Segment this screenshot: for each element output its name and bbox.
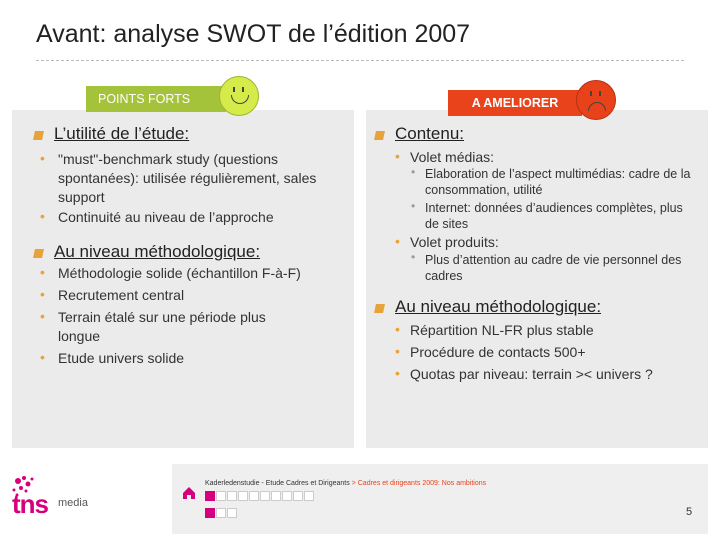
list-item: Continuité au niveau de l’approche (58, 209, 274, 225)
sub-bullet-dot-icon: • (411, 199, 416, 213)
bullet-dot-icon: • (40, 150, 45, 166)
list-item: Quotas par niveau: terrain >< univers ? (410, 366, 653, 382)
section-heading-method-right: Au niveau méthodologique: (395, 297, 602, 316)
list-item: Terrain étalé sur une période plus longue (58, 309, 266, 344)
section-heading-utility: L’utilité de l’étude: (54, 124, 190, 143)
bullet-dot-icon: • (395, 365, 400, 381)
section-heading-method-left: Au niveau méthodologique: (54, 242, 261, 261)
sub-list-item: Plus d’attention au cadre de vie personnel des cadres (425, 253, 682, 283)
heading-bullet-icon (374, 131, 385, 140)
strengths-badge: POINTS FORTS (86, 86, 226, 112)
progress-squares-bottom (205, 508, 238, 518)
bullet-dot-icon: • (40, 308, 45, 324)
title-divider (36, 60, 684, 61)
bullet-dot-icon: • (40, 264, 45, 280)
sad-face-icon (576, 80, 616, 120)
progress-squares-top (205, 491, 315, 501)
list-item: "must"-benchmark study (questions spontanées): utilisée régulièrement, sales support (58, 151, 317, 205)
list-item: Méthodologie solide (échantillon F-à-F) (58, 265, 301, 281)
bullet-dot-icon: • (40, 286, 45, 302)
sub-list-item: Elaboration de l’aspect multimédias: cadre de la consommation, utilité (425, 167, 691, 197)
sub-bullet-dot-icon: • (411, 165, 416, 179)
bullet-dot-icon: • (395, 148, 400, 164)
list-item: Recrutement central (58, 287, 185, 303)
list-item: Procédure de contacts 500+ (410, 344, 586, 360)
sub-bullet-dot-icon: • (411, 250, 416, 264)
breadcrumb-main: Kaderledenstudie - Etude Cadres et Dirigeants (205, 480, 350, 487)
heading-bullet-icon (33, 131, 44, 140)
bullet-dot-icon: • (395, 343, 400, 359)
list-item: Volet médias: (410, 149, 495, 165)
happy-face-icon (219, 76, 259, 116)
breadcrumb-current: Cadres et dirigeants 2009: Nos ambitions (357, 480, 487, 487)
page-number: 5 (686, 506, 693, 518)
improvements-badge: A AMELIORER (448, 90, 582, 116)
bullet-dot-icon: • (40, 349, 45, 365)
logo-brand: tns (12, 489, 48, 519)
bullet-dot-icon: • (40, 208, 45, 224)
list-item: Etude univers solide (58, 350, 185, 366)
tns-media-logo (12, 475, 88, 532)
list-item: Répartition NL-FR plus stable (410, 322, 594, 338)
bullet-dot-icon: • (395, 321, 400, 337)
home-icon[interactable] (182, 486, 196, 500)
heading-bullet-icon (33, 249, 44, 258)
heading-bullet-icon (374, 304, 385, 313)
sub-list-item: Internet: données d’audiences complètes, plus de sites (425, 201, 683, 231)
list-item: Volet produits: (410, 234, 499, 250)
bullet-dot-icon: • (395, 233, 400, 249)
logo-sub: media (58, 497, 88, 509)
section-heading-content: Contenu: (395, 124, 464, 143)
breadcrumb (205, 480, 486, 487)
page-title: Avant: analyse SWOT de l’édition 2007 (36, 20, 471, 48)
breadcrumb-separator: > (349, 480, 358, 487)
